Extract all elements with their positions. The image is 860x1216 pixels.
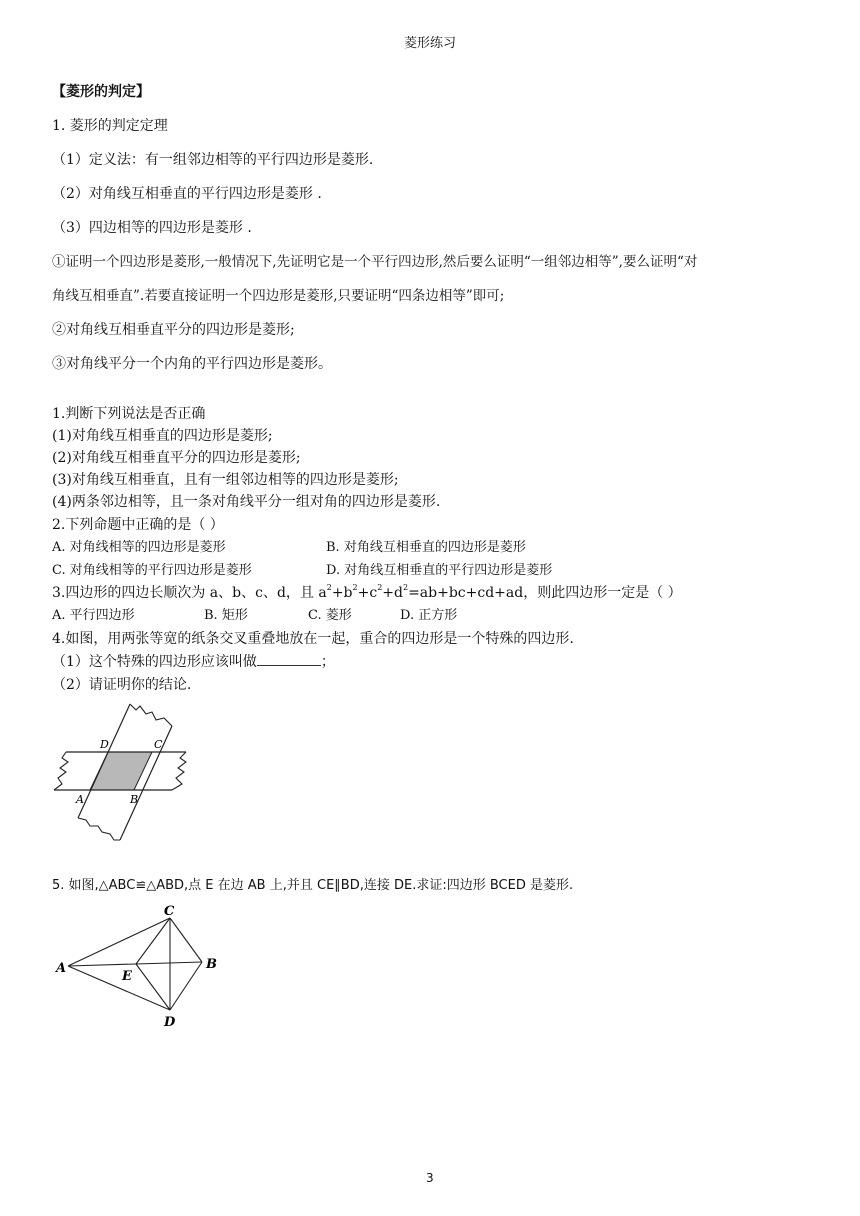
- figure-label-d: D: [164, 1015, 176, 1030]
- q4-part-1-end: ；: [320, 654, 335, 670]
- slanted-strip-torn-bottom: [78, 818, 120, 840]
- theorem-item-2: （2）对角线互相垂直的平行四边形是菱形 .: [52, 186, 322, 202]
- q3-stem: [52, 583, 682, 603]
- theorem-note-3: ③对角线平分一个内角的平行四边形是菱形。: [52, 356, 332, 372]
- q2-option-a: A. 对角线相等的四边形是菱形: [52, 540, 226, 555]
- q3-sup: 2: [326, 583, 332, 593]
- q3-stem-part: =ab+bc+cd+ad，则此四边形一定是（ ）: [408, 585, 682, 601]
- page-number: 3: [426, 1171, 434, 1185]
- segment-ad: [68, 966, 170, 1010]
- segment-ce: [136, 918, 170, 964]
- q1-item-3: (3)对角线互相垂直，且有一组邻边相等的四边形是菱形;: [52, 472, 399, 488]
- q1-item-4: (4)两条邻边相等，且一条对角线平分一组对角的四边形是菱形.: [52, 494, 441, 510]
- horizontal-strip-torn-right: [172, 752, 186, 790]
- figure-label-d: D: [100, 738, 109, 751]
- segment-cb: [170, 918, 202, 962]
- q1-item-2: (2)对角线互相垂直平分的四边形是菱形;: [52, 450, 301, 466]
- q3-stem-part: +c: [357, 585, 378, 601]
- answer-blank[interactable]: [257, 653, 321, 666]
- figure-label-e: E: [122, 969, 132, 984]
- q3-stem-part: 3.四边形的四边长顺次为 a、b、c、d，且 a: [52, 585, 327, 601]
- q3-sup: 2: [402, 583, 409, 593]
- theorem-note-2: ②对角线互相垂直平分的四边形是菱形;: [52, 322, 295, 338]
- q4-part-2: （2）请证明你的结论.: [52, 677, 192, 693]
- segment-db: [170, 962, 202, 1010]
- q1-item-1: (1)对角线互相垂直的四边形是菱形;: [52, 428, 273, 444]
- figure-label-a: A: [56, 961, 67, 976]
- q3-option-b: B. 矩形: [204, 608, 248, 623]
- segment-ac: [68, 918, 170, 966]
- q2-option-b: B. 对角线互相垂直的四边形是菱形: [326, 540, 526, 555]
- theorem-intro: 1. 菱形的判定定理: [52, 118, 168, 134]
- q5-figure: [52, 902, 232, 1032]
- q2-stem: 2.下列命题中正确的是（ ）: [52, 517, 224, 533]
- q3-option-d: D. 正方形: [400, 608, 458, 623]
- q3-sup: 2: [352, 583, 358, 593]
- theorem-note-1: ①证明一个四边形是菱形,一般情况下,先证明它是一个平行四边形,然后要么证明“一组邻边相等”,要么证明“对: [52, 254, 698, 270]
- q5-stem: 5. 如图,△ABC≌△ABD,点 E 在边 AB 上,并且 CE∥BD,连接 DE.求证:四边形 BCED 是菱形.: [52, 878, 574, 893]
- q3-stem-part: +d: [382, 585, 403, 601]
- figure-label-c: C: [164, 904, 175, 919]
- q4-part-1: [52, 652, 335, 672]
- section-heading: 【菱形的判定】: [52, 84, 150, 100]
- q3-option-a: A. 平行四边形: [52, 608, 135, 623]
- q3-option-c: C. 菱形: [308, 608, 352, 623]
- horizontal-strip-torn-left: [54, 752, 68, 790]
- q2-option-c: C. 对角线相等的平行四边形是菱形: [52, 563, 252, 578]
- q4-stem: 4.如图，用两张等宽的纸条交叉重叠地放在一起，重合的四边形是一个特殊的四边形.: [52, 631, 574, 647]
- figure-label-b: B: [130, 793, 139, 806]
- slanted-strip-torn-top: [130, 704, 172, 726]
- theorem-note-1-cont: 角线互相垂直”.若要直接证明一个四边形是菱形,只要证明“四条边相等”即可;: [52, 288, 505, 304]
- figure-label-c: C: [154, 738, 163, 751]
- q3-sup: 2: [377, 583, 383, 593]
- figure-label-b: B: [206, 957, 217, 972]
- figure-label-a: A: [76, 793, 84, 806]
- theorem-item-1: （1）定义法：有一组邻边相等的平行四边形是菱形.: [52, 152, 374, 168]
- segment-ab: [68, 962, 202, 966]
- q4-figure: [48, 700, 198, 845]
- theorem-item-3: （3）四边相等的四边形是菱形 .: [52, 220, 252, 236]
- page-header-title: 菱形练习: [404, 36, 457, 51]
- q1-stem: 1.判断下列说法是否正确: [52, 406, 206, 422]
- q2-option-d: D. 对角线互相垂直的平行四边形是菱形: [326, 563, 553, 578]
- q4-part-1-text: （1）这个特殊的四边形应该叫做: [52, 654, 257, 670]
- q3-stem-part: +b: [331, 585, 353, 601]
